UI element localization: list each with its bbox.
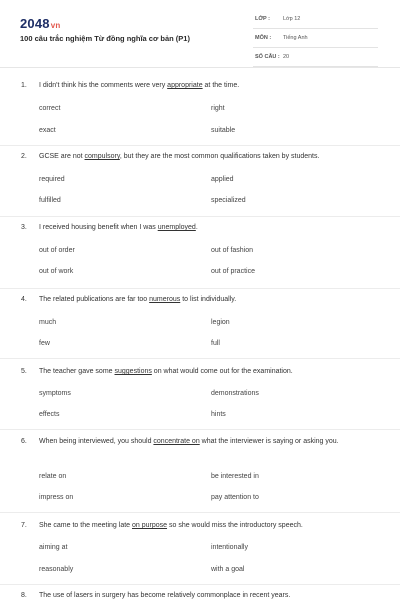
option-a[interactable]: out of order	[39, 247, 75, 254]
meta-row-count	[253, 51, 378, 67]
question-number: 8.	[21, 592, 27, 599]
question-text-pre: The related publications are far too	[39, 296, 150, 303]
option-b[interactable]: applied	[211, 176, 234, 183]
question-underlined: suggestions	[114, 368, 152, 375]
option-b[interactable]: legion	[211, 319, 230, 326]
option-c[interactable]: out of work	[39, 268, 74, 275]
question-divider	[0, 429, 400, 430]
option-b[interactable]: intentionally	[211, 544, 248, 551]
option-a[interactable]: required	[39, 176, 65, 183]
meta-table	[253, 13, 378, 70]
meta-key: SỐ CÂU :	[255, 54, 280, 60]
question-8	[0, 588, 400, 600]
question-underlined: unemployed	[157, 224, 196, 231]
question-text	[39, 80, 369, 92]
option-c[interactable]: exact	[39, 127, 56, 134]
question-underlined: compulsory	[84, 153, 120, 160]
question-text-pre: The teacher gave some	[39, 368, 115, 375]
question-divider	[0, 145, 400, 146]
option-d[interactable]: full	[211, 340, 220, 347]
question-number: 1.	[21, 82, 27, 89]
meta-value: 20	[283, 54, 290, 60]
meta-value: Tiếng Anh	[283, 35, 308, 41]
option-b[interactable]: right	[211, 105, 225, 112]
question-divider	[0, 288, 400, 289]
question-text-post: .	[195, 224, 198, 231]
question-divider	[0, 358, 400, 359]
question-2	[0, 149, 400, 215]
page-title: 100 câu trắc nghiệm Từ đồng nghĩa cơ bản (P1)	[20, 34, 190, 43]
question-text	[39, 520, 369, 532]
option-a[interactable]: correct	[39, 105, 61, 112]
question-text-pre: GCSE are not	[39, 153, 85, 160]
option-d[interactable]: with a goal	[211, 566, 245, 573]
question-divider	[0, 512, 400, 513]
question-text-post: what the interviewer is saying or asking you.	[199, 438, 339, 445]
question-text-post: , but they are the most common qualifications taken by students.	[119, 153, 320, 160]
question-text	[39, 294, 369, 306]
question-text-pre: I received housing benefit when I was	[39, 224, 158, 231]
option-b[interactable]: demonstrations	[211, 390, 259, 397]
question-number: 2.	[21, 153, 27, 160]
option-d[interactable]: pay attention to	[211, 494, 259, 501]
question-text-post: on what would come out for the examination.	[151, 368, 293, 375]
option-a[interactable]: symptoms	[39, 390, 71, 397]
question-underlined: concentrate on	[153, 438, 200, 445]
question-underlined: numerous	[149, 296, 181, 303]
option-b[interactable]: be interested in	[211, 473, 259, 480]
option-c[interactable]: effects	[39, 411, 60, 418]
question-number: 4.	[21, 296, 27, 303]
question-text-pre: She came to the meeting late	[39, 522, 132, 529]
option-d[interactable]: out of practice	[211, 268, 255, 275]
question-text	[39, 366, 369, 378]
logo-suffix: vn	[50, 21, 61, 30]
question-5	[0, 364, 400, 430]
page-header	[0, 0, 400, 68]
meta-value: Lớp 12	[283, 16, 301, 22]
question-text	[39, 222, 369, 234]
question-divider	[0, 584, 400, 585]
question-7	[0, 518, 400, 584]
meta-key: LỚP :	[255, 16, 270, 22]
site-logo[interactable]	[20, 16, 60, 31]
meta-row-subject	[253, 32, 378, 48]
question-divider	[0, 216, 400, 217]
question-text-post: so she would miss the introductory speech.	[167, 522, 303, 529]
meta-key: MÔN :	[255, 35, 272, 41]
question-number: 7.	[21, 522, 27, 529]
question-underlined: on purpose	[132, 522, 168, 529]
question-text	[39, 436, 369, 448]
option-a[interactable]: much	[39, 319, 57, 326]
meta-row-class	[253, 13, 378, 29]
question-3	[0, 220, 400, 286]
question-number: 3.	[21, 224, 27, 231]
question-text-pre: The use of lasers in surgery has become relatively commonplace in recent years.	[39, 592, 291, 599]
question-text-post: at the time.	[202, 82, 240, 89]
question-text-post: to list individually.	[180, 296, 237, 303]
option-c[interactable]: impress on	[39, 494, 74, 501]
option-d[interactable]: suitable	[211, 127, 236, 134]
question-text	[39, 151, 369, 163]
option-c[interactable]: few	[39, 340, 50, 347]
question-text-pre: I didn't think his the comments were very	[39, 82, 168, 89]
logo-text: 2048	[20, 16, 50, 31]
question-6	[0, 434, 400, 514]
option-c[interactable]: reasonably	[39, 566, 74, 573]
option-c[interactable]: fulfilled	[39, 197, 61, 204]
option-a[interactable]: relate on	[39, 473, 67, 480]
option-a[interactable]: aiming at	[39, 544, 68, 551]
question-1	[0, 78, 400, 144]
header-divider	[0, 67, 400, 68]
question-4	[0, 292, 400, 358]
option-b[interactable]: out of fashion	[211, 247, 254, 254]
option-d[interactable]: hints	[211, 411, 226, 418]
option-d[interactable]: specialized	[211, 197, 246, 204]
question-text	[39, 590, 369, 602]
question-number: 5.	[21, 368, 27, 375]
question-number: 6.	[21, 438, 27, 445]
question-text-pre: When being interviewed, you should	[39, 438, 154, 445]
question-underlined: appropriate	[167, 82, 203, 89]
